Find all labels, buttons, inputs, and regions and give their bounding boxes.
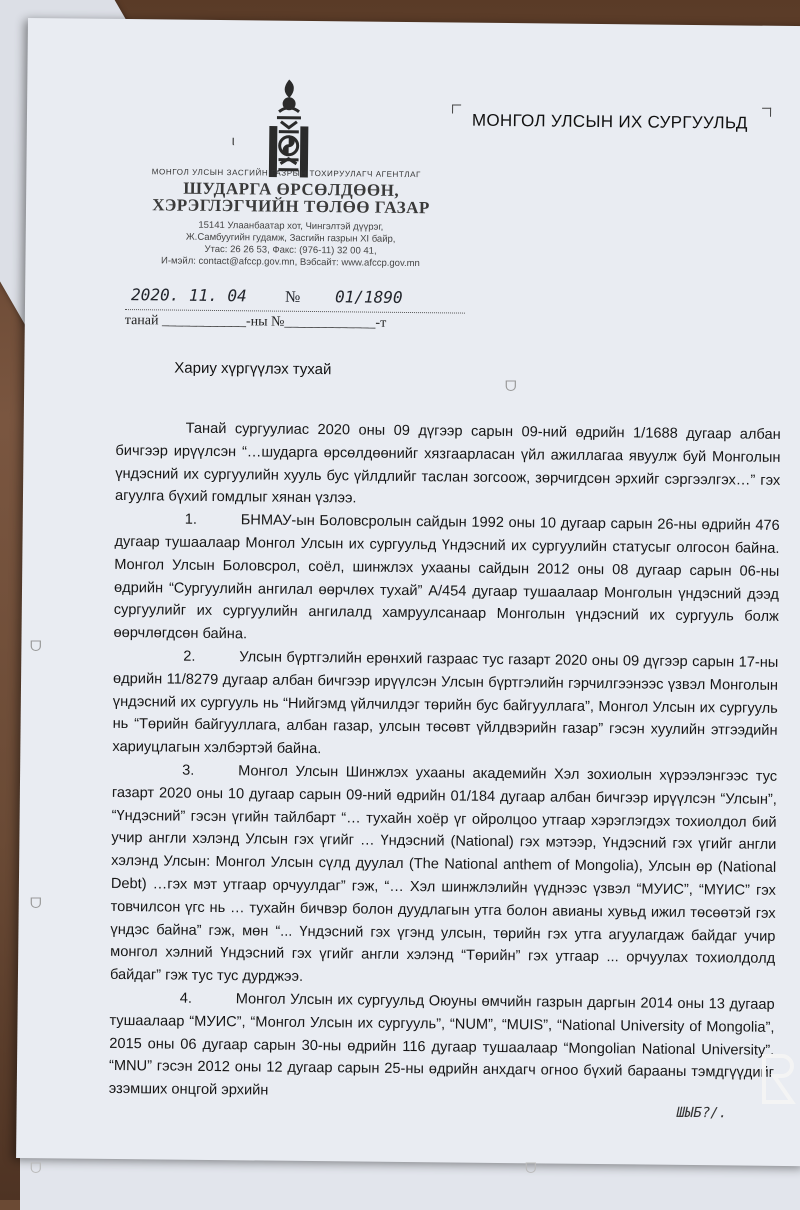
paragraph-3: [110, 759, 777, 994]
watermark-logo-icon: [758, 1050, 798, 1120]
paragraph-number: 2.: [183, 646, 239, 669]
reference-line-2: танай ____________-ны №_____________-т: [125, 313, 465, 333]
agency-line: МОНГОЛ УЛСЫН ЗАСГИЙН ГАЗРЫН ТОХИРУУЛАГЧ АГЕНТЛАГ: [131, 167, 441, 179]
handwritten-date: 2020. 11. 04: [131, 285, 247, 305]
address-block: [130, 219, 450, 270]
letter-body: [109, 417, 781, 1108]
page-number-mark: ШЫБ?/.: [676, 1105, 727, 1122]
paragraph-text: Улсын бүртгэлийн ерөнхий газраас тус газарт 2020 оны 09 дүгээр сарын 17-ны өдрийн 11/8279 дугаар албан бичгээр ирүүлсэн Улсын бүртгэлийн гэрчилгээнээс үзвэл Монголын үндэсний их сургууль нь “Нийгэмд үйлчилдэг төрийн бус байгууллага”, Монгол Улсын их сургууль нь “Төрийн байгууллага, албан газар, улсын төсөвт үйлдвэрийн газар” гэсэн хуулийн этгээдийн хариуцлагын хэлбэртэй байна.: [112, 649, 778, 757]
paragraph-2: [112, 645, 778, 766]
paragraph-number: 3.: [182, 760, 238, 783]
handwritten-number: 01/1890: [335, 287, 403, 307]
paragraph-text: БНМАУ-ын Боловсролын сайдын 1992 оны 10 дугаар сарын 26-ны өдрийн 476 дугаар тушаалаар Монгол Улсын их сургуульд Үндэсний их сургуулийн статусыг олгосон байна. Монгол Улсын Боловсрол, соёл, шинжлэх ухааны сайдын 2012 оны 08 дугаар сарын 06-ны өдрийн “Сургуулийн ангилал өөрчлөх тухай” А/454 дугаар тушаалаар Монголын үндэсний дээд сургуулийг их сургуулийн ангилалд хамруулсанаар Монголын үндэсний их сургууль болж өөрчлөгдсөн байна.: [113, 512, 779, 642]
address-line: 15141 Улаанбаатар хот, Чингэлтэй дүүрэг,: [131, 219, 451, 234]
organization-name-line2: ХЭРЭГЛЭГЧИЙН ТӨЛӨӨ ГАЗАР: [131, 196, 451, 216]
paragraph-number: 4.: [180, 988, 236, 1011]
paragraph-1: [113, 508, 779, 652]
phone-line: Утас: 26 26 53, Факс: (976-11) 32 00 41,: [131, 243, 451, 258]
reference-date-number-line: [125, 287, 465, 314]
watermark-mark: ᗜ: [505, 378, 517, 395]
organization-name: [131, 179, 451, 216]
address-line: Ж.Самбуугийн гудамж, Засгийн газрын XI байр,: [131, 231, 451, 246]
watermark-mark: ᗜ: [30, 895, 42, 912]
addressee-corner-left: [452, 104, 461, 113]
intro-paragraph: Танай сургуулиас 2020 оны 09 дүгээр сарын 09-ний өдрийн 1/1688 дугаар албан бичгээр ирүүлсэн “…шударга өрсөлдөөнийг хязгаарласан үйл ажиллагаа явуулж буй Монголын үндэсний их сургуулийн хууль бус үйлдлийг таслан зогсоож, зөрчигдсөн эрхийг сэргээлгэх…” гэх агуулга бүхий гомдлыг хянан үзлээ.: [115, 417, 781, 515]
paragraph-text: Монгол Улсын Шинжлэх ухааны академийн Хэл зохиолын хүрээлэнгээс тус газарт 2020 оны 10 дугаар сарын 09-ний өдрийн 01/184 дугаар албан бичгээр ирүүлсэн “Улсын”, “Үндэсний” гэсэн үгийн тайлбарт “… тухайн хоёр үг ойролцоо утгаар хэрэглэгдэх тохиолдол бий учир англи хэлэнд Улсын гэх үгийг … Үндэсний (National) гэх мэтээр, Үндэсний гэх үгийг англи хэлэнд Улсын: Монгол Улсын сүлд дуулал (The National anthem of Mongolia), Улсын өр (National Debt) …гэх мэт утгаар орчуулдаг” гэж, “… Хэл шинжлэлийн үүднээс үзвэл “МУИС”, “МҮИС” гэх товчилсон үгс нь … тухайн бичвэр болон дуудлагын утга болон авианы хувьд ижил төсөөтэй гэх үндэс байна” гэж, мөн “... Үндэсний гэх үгэнд улсын, төрийн гэх утга агуулагдаж байдаг учир монгол хэлний Үндэсний гэх үгийг англи хэлэнд “Төрийн” гэх утгаар ... орчуулах тохиолдолд байдаг” гэж тус тус дурджээ.: [110, 763, 777, 985]
number-label: №: [285, 289, 300, 307]
document-page: [16, 18, 800, 1166]
ink-mark: ι: [232, 132, 235, 148]
paragraph-text: Монгол Улсын их сургуульд Оюуны өмчийн газрын даргын 2014 оны 13 дугаар тушаалаар “МУИС”, “Монгол Улсын их сургууль”, “NUM”, “MUIS”, “National University of Mongolia”, 2015 оны 06 дугаар сарын 30-ны өдрийн 116 дугаар тушаалаар “Mongolian National University”, “MNU” гэсэн 2012 оны 12 дугаар сарын 25-ны өдрийн анхдагч огноо бүхий барааны тэмдгүүдийг эзэмших онцгой эрхийн: [109, 991, 775, 1099]
addressee: МОНГОЛ УЛСЫН ИХ СУРГУУЛЬД: [472, 111, 748, 134]
watermark-mark: ᗜ: [30, 1160, 42, 1177]
watermark-mark: ᗜ: [525, 1160, 537, 1177]
watermark-mark: ᗜ: [30, 638, 42, 655]
contact-line: И-мэйл: contact@afccp.gov.mn, Вэбсайт: www.afccp.gov.mn: [130, 255, 450, 270]
paragraph-4: [109, 987, 775, 1108]
organization-name-line1: ШУДАРГА ӨРСӨЛДӨӨН,: [131, 179, 451, 199]
addressee-corner-right: [762, 108, 771, 117]
letter-subject: Хариу хүргүүлэх тухай: [174, 360, 331, 379]
paragraph-number: 1.: [185, 509, 241, 532]
